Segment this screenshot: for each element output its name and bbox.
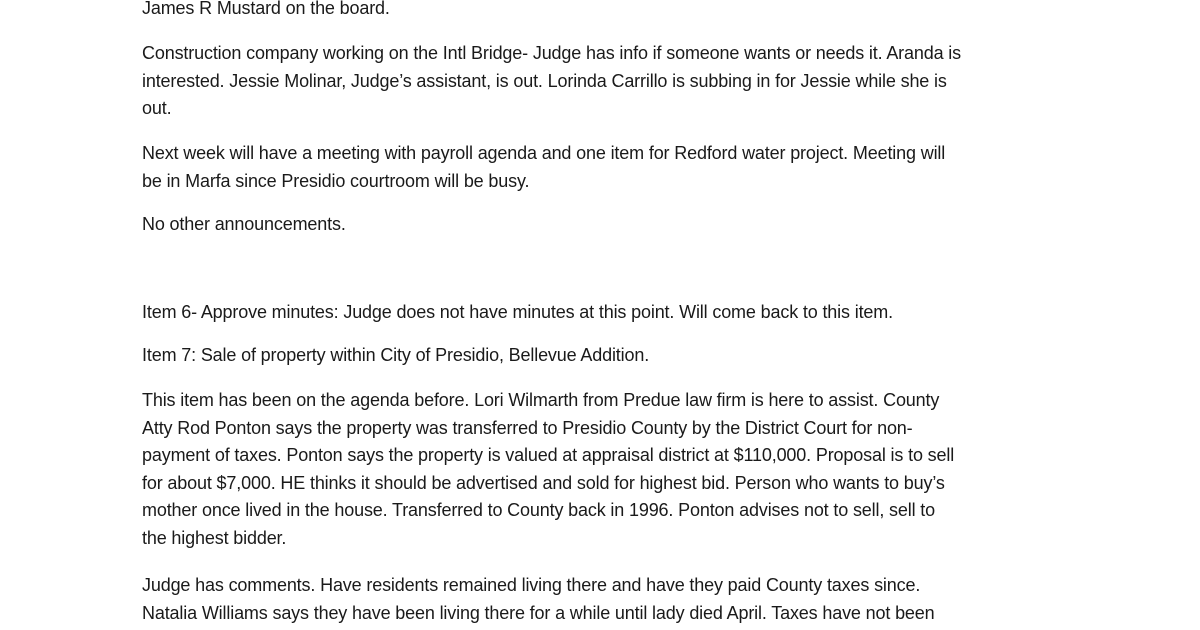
text-line: payment of taxes. Ponton says the property is valued at appraisal district at $110,000. Proposal is to sell <box>142 445 955 465</box>
text-line: Natalia Williams says they have been living there for a while until lady died April. Taxes have not been <box>142 602 935 623</box>
text-line: the highest bidder. <box>142 527 287 548</box>
paragraph-announcements <box>142 211 1082 239</box>
text-line: Next week will have a meeting with payroll agenda and one item for Redford water project. Meeting will <box>142 143 946 163</box>
paragraph-construction-company <box>142 40 1082 123</box>
text-line: This item has been on the agenda before. Lori Wilmarth from Predue law firm is here to assist. County <box>142 390 940 410</box>
text-line: Item 6- Approve minutes: Judge does not have minutes at this point. Will come back to this item. <box>142 302 893 322</box>
text-line: Judge has comments. Have residents remained living there and have they paid County taxes since. <box>142 575 921 595</box>
text-line: Item 7: Sale of property within City of Presidio, Bellevue Addition. <box>142 345 650 365</box>
paragraph-board-member <box>142 0 1082 23</box>
paragraph-item-6 <box>142 299 1082 327</box>
text-line: Atty Rod Ponton says the property was transferred to Presidio County by the District Court for non- <box>142 417 913 438</box>
text-line: be in Marfa since Presidio courtroom will be busy. <box>142 170 530 191</box>
text-line: James R Mustard on the board. <box>142 0 390 18</box>
paragraph-property-discussion <box>142 387 1082 552</box>
text-line: out. <box>142 98 172 118</box>
paragraph-judge-comments <box>142 572 1082 627</box>
text-line: interested. Jessie Molinar, Judge’s assistant, is out. Lorinda Carrillo is subbing in for Jessie while she is <box>142 70 947 91</box>
paragraph-next-week-meeting <box>142 140 1082 195</box>
text-line: for about $7,000. HE thinks it should be advertised and sold for highest bid. Person who wants to buy’s <box>142 472 945 493</box>
text-line: No other announcements. <box>142 214 346 234</box>
text-line: mother once lived in the house. Transferred to County back in 1996. Ponton advises not to sell, sell to <box>142 500 936 520</box>
paragraph-item-7 <box>142 342 1082 370</box>
text-line: Construction company working on the Intl Bridge- Judge has info if someone wants or needs it. Aranda is <box>142 43 962 63</box>
